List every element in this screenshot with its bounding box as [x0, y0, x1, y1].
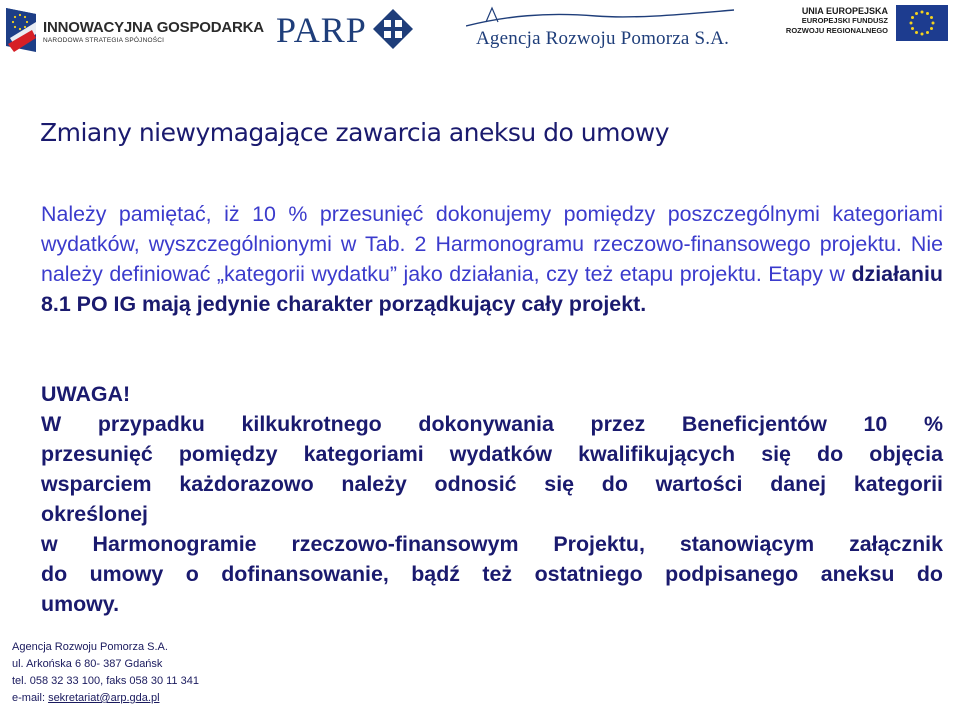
paragraph-line: w Harmonogramie rzeczowo-finansowym Projektu, stanowiącym załącznik: [41, 532, 943, 556]
paragraph-line: do umowy o dofinansowanie, bądź też ostatniego podpisanego aneksu do: [41, 562, 943, 586]
parp-logo: [276, 6, 416, 52]
arp-name: Agencja Rozwoju Pomorza S.A.: [476, 28, 730, 49]
paragraph-categories: [41, 199, 943, 319]
warning-label: UWAGA!: [41, 382, 131, 406]
footer-phone: tel. 058 32 33 100, faks 058 30 11 341: [12, 675, 199, 687]
paragraph-warning: [41, 409, 943, 619]
footer-address: ul. Arkońska 6 80- 387 Gdańsk: [12, 658, 163, 670]
arp-logo: [466, 6, 746, 54]
paragraph-line: „kategorii wydatku” jako działania, czy też etapu projektu. Etapy w: [216, 262, 845, 286]
paragraph-line: określonej: [41, 502, 148, 526]
paragraph-line: Harmonogramu rzeczowo-finansowego projektu. Nie należy definiować: [41, 232, 943, 286]
paragraph-line: W przypadku kilkukrotnego dokonywania przez Beneficjentów 10 %: [41, 412, 943, 436]
ue-label: [758, 6, 888, 36]
ig-flag-icon: [6, 8, 36, 52]
parp-diamond-icon: [372, 8, 414, 50]
paragraph-line: przesunięć pomiędzy kategoriami wydatków kwalifikujących się do objęcia: [41, 442, 943, 466]
eu-flag-icon: [896, 5, 948, 41]
header-logos: [0, 0, 960, 60]
ue-line: UNIA EUROPEJSKA: [801, 6, 888, 16]
ue-line: EUROPEJSKI FUNDUSZ: [801, 16, 888, 25]
ig-title: INNOWACYJNA GOSPODARKA: [43, 19, 264, 36]
paragraph-line: Należy pamiętać, iż 10 % przesunięć dokonujemy pomiędzy: [41, 202, 656, 226]
paragraph-line: umowy.: [41, 592, 120, 616]
ig-subtitle: NARODOWA STRATEGIA SPÓJNOŚCI: [43, 37, 165, 44]
footer-contact: [12, 639, 312, 707]
footer-email-label: e-mail:: [12, 692, 49, 704]
footer-email-row: [12, 690, 312, 707]
paragraph-line-bold: działaniu 8.1 PO IG mają jedynie charakter porządkujący cały projekt.: [41, 262, 943, 316]
ue-line: ROZWOJU REGIONALNEGO: [785, 26, 888, 35]
footer-org: Agencja Rozwoju Pomorza S.A.: [12, 641, 168, 653]
page-title: Zmiany niewymagające zawarcia aneksu do umowy: [40, 118, 670, 147]
innowacyjna-gospodarka-logo: [6, 8, 264, 52]
paragraph-line: wsparciem każdorazowo należy odnosić się do wartości danej kategorii: [41, 472, 943, 496]
paragraph-line: poszczególnymi kategoriami wydatków, wyszczególnionymi w Tab. 2: [41, 202, 943, 256]
footer-email-link[interactable]: sekretariat@arp.gda.pl: [48, 692, 160, 704]
parp-logo-text: PARP: [276, 10, 367, 50]
